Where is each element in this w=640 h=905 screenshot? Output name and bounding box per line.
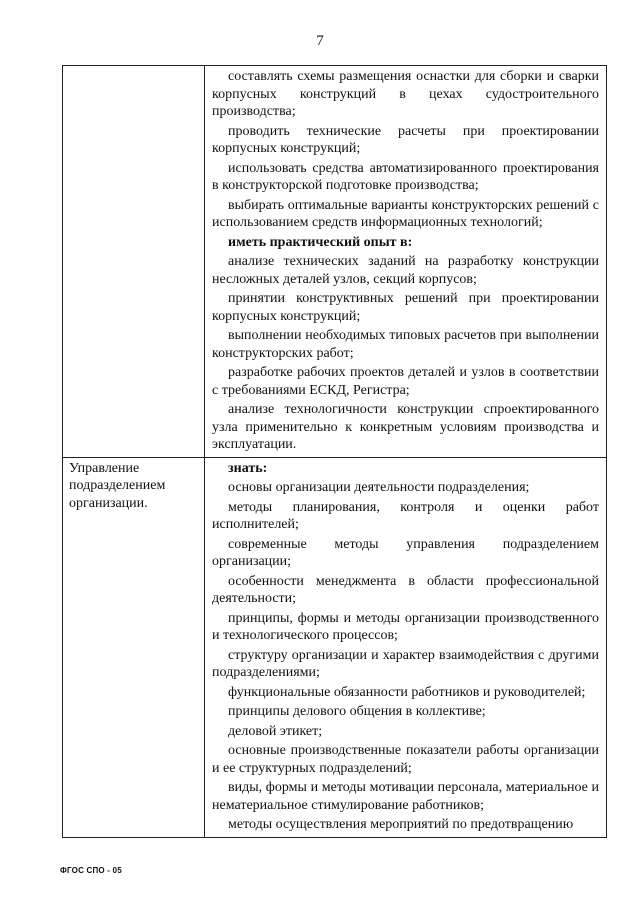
section-label: [63, 66, 204, 68]
requirement-item: структуру организации и характер взаимодействия с другими подразделениями;: [212, 647, 599, 680]
requirement-item: разработке рабочих проектов деталей и узлов в соответствии с требованиями ЕСКД, Регистра;: [212, 365, 599, 398]
requirement-item: составлять схемы размещения оснастки для сборки и сварки корпусных конструкций в цехах судостроительного производства;: [212, 69, 599, 119]
requirement-item: современные методы управления подразделением организации;: [212, 536, 599, 569]
footer-code: ФГОС СПО - 05: [60, 866, 122, 875]
requirements-cell: [205, 66, 607, 458]
requirement-item: проводить технические расчеты при проектировании корпусных конструкций;: [212, 123, 599, 156]
requirement-item: анализе технических заданий на разработку конструкции несложных деталей узлов, секций корпусов;: [212, 254, 599, 287]
table-row: [63, 66, 607, 458]
section-label-cell: [63, 457, 205, 837]
requirement-item: принятии конструктивных решений при проектировании корпусных конструкций;: [212, 291, 599, 324]
section-heading: знать:: [228, 460, 268, 476]
requirement-item: особенности менеджмента в области профессиональной деятельности;: [212, 573, 599, 606]
requirement-item: виды, формы и методы мотивации персонала, материальное и нематериальное стимулирование работников;: [212, 780, 599, 813]
requirement-item: выполнении необходимых типовых расчетов при выполнении конструкторских работ;: [212, 328, 599, 361]
requirement-item: принципы делового общения в коллективе;: [228, 704, 486, 719]
requirements-cell: [205, 457, 607, 837]
section-heading: иметь практический опыт в:: [228, 234, 413, 250]
requirement-item: анализе технологичности конструкции спроектированного узла применительно к конкретным условиям производства и эксплуатации.: [212, 402, 599, 452]
requirement-item: принципы, формы и методы организации производственного и технологического процессов;: [212, 610, 599, 643]
competency-table: [62, 65, 607, 838]
requirement-item: выбирать оптимальные варианты конструкторских решений с использованием средств информационных технологий;: [212, 197, 599, 230]
page-number: 7: [316, 33, 324, 49]
requirement-item: основы организации деятельности подразделения;: [228, 480, 530, 495]
requirement-item: деловой этикет;: [228, 723, 323, 739]
table-row: [63, 457, 607, 837]
section-label: Управление подразделением организации.: [69, 460, 166, 511]
requirement-item: основные производственные показатели работы организации и ее структурных подразделений;: [212, 743, 599, 776]
requirement-item: методы осуществления мероприятий по предотвращению: [228, 817, 574, 832]
requirement-item: использовать средства автоматизированного проектирования в конструкторской подготовке производства;: [212, 160, 599, 193]
section-label-cell: [63, 66, 205, 458]
requirement-item: функциональные обязанности работников и руководителей;: [228, 684, 586, 700]
requirement-item: методы планирования, контроля и оценки работ исполнителей;: [212, 499, 599, 532]
